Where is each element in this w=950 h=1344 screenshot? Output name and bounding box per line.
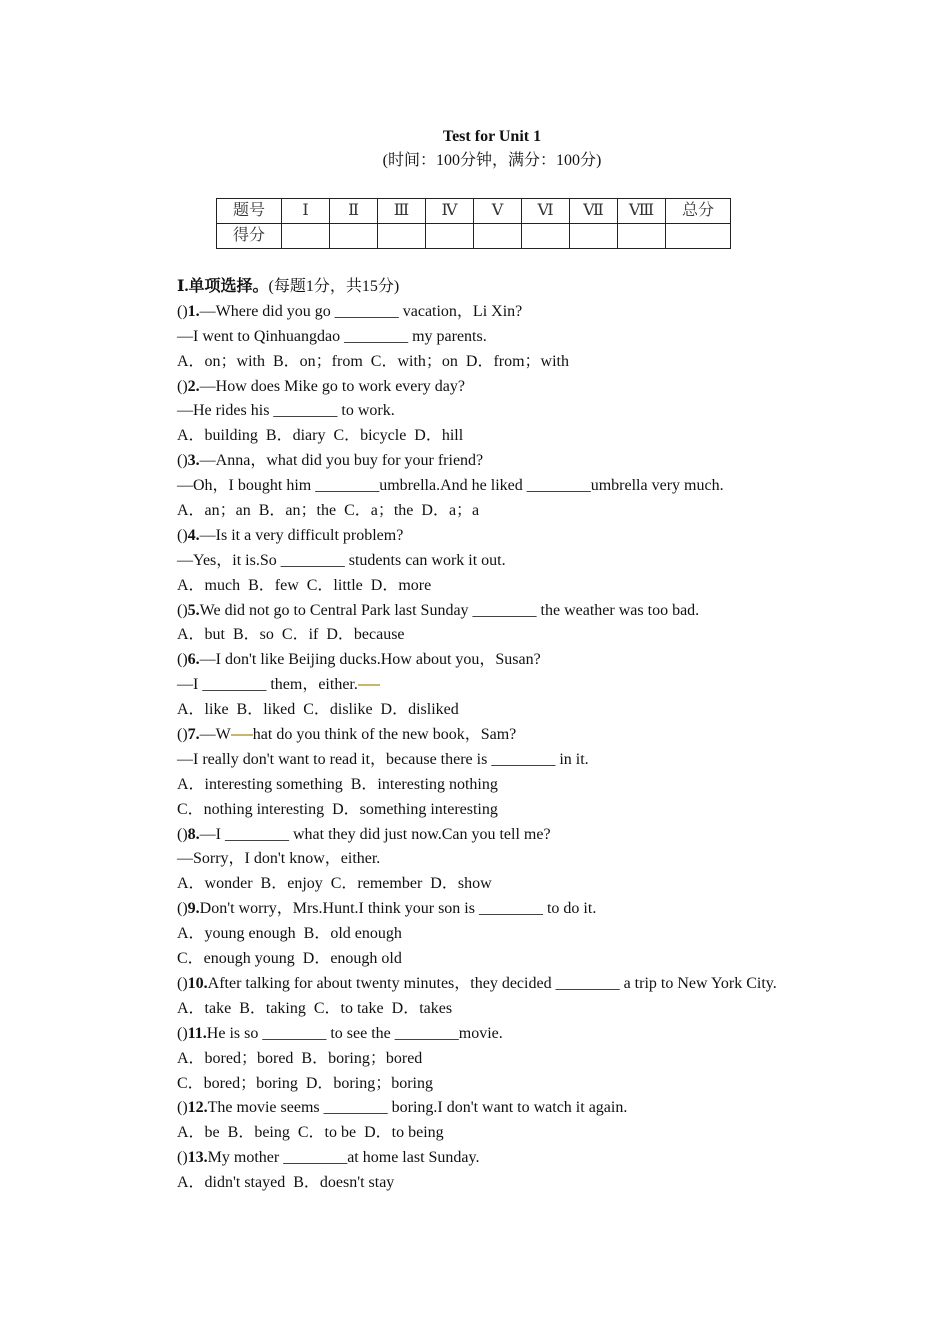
question-stem: My mother ________at home last Sunday. [207,1149,480,1167]
score-table-header-cell: Ⅱ [330,199,378,224]
answer-options [177,922,917,947]
score-table-header-row [217,199,731,224]
options-text: A．interesting something B．interesting nothing [177,775,498,793]
question-stem: We did not go to Central Park last Sunday ________ the weather was too bad. [199,601,700,619]
highlight-mark [231,734,253,736]
question-line [177,449,917,474]
answer-options [177,798,917,823]
question-line [177,524,917,549]
options-text: A．bored；bored B．boring；bored [177,1049,423,1067]
question-line [177,897,917,922]
options-text: A．take B．taking C．to take D．takes [177,999,453,1017]
answer-paren: () [177,1099,188,1117]
answer-options [177,698,917,723]
options-text: A．be B．being C．to be D．to being [177,1124,444,1142]
answer-paren: () [177,1149,188,1167]
score-cell [618,224,666,249]
answer-options [177,623,917,648]
options-text: C．enough young D．enough old [177,950,402,968]
score-table-header-cell: 总分 [666,199,731,224]
question-line [177,1146,917,1171]
question-number: 9. [187,900,200,918]
score-cell [666,224,731,249]
answer-options [177,1171,917,1196]
options-text: A．an；an B．an；the C．a；the D．a；a [177,502,480,520]
question-line [177,1022,917,1047]
answer-paren: () [177,974,188,992]
question-stem-start: —W [199,726,231,744]
question-line [177,1096,917,1121]
answer-paren: () [177,601,188,619]
score-cell [522,224,570,249]
answer-paren: () [177,526,188,544]
score-table-header-cell: Ⅲ [378,199,426,224]
score-table-header-cell: Ⅵ [522,199,570,224]
dialogue-line [177,847,917,872]
question-line [177,823,917,848]
question-number: 4. [187,526,200,544]
score-table-header-cell: Ⅴ [474,199,522,224]
question-stem: He is so ________ to see the ________movie. [206,1024,503,1042]
options-text: A．but B．so C．if D．because [177,626,405,644]
question-number: 10. [187,974,208,992]
question-number: 12. [187,1099,208,1117]
options-text: C．bored；boring D．boring；boring [177,1074,433,1092]
question-stem: Don't worry，Mrs.Hunt.I think your son is ________ to do it. [199,900,597,918]
score-table-row-label: 得分 [217,224,282,249]
score-cell [378,224,426,249]
line-text: —I ________ them，either. [177,676,358,694]
dialogue-line [177,325,917,350]
question-stem-end: hat do you think of the new book，Sam? [252,726,517,744]
answer-paren: () [177,452,188,470]
options-text: A．building B．diary C．bicycle D．hill [177,427,464,445]
answer-options [177,499,917,524]
answer-paren: () [177,726,188,744]
question-stem: —Anna，what did you buy for your friend? [199,452,484,470]
options-text: A．much B．few C．little D．more [177,576,432,594]
section-heading [177,275,917,300]
line-text: —I went to Qinhuangdao ________ my parents. [177,327,487,345]
question-number: 1. [187,302,200,320]
question-number: 6. [187,651,200,669]
page-title: Test for Unit 1 [442,128,542,145]
options-text: A．young enough B．old enough [177,925,402,943]
score-cell [426,224,474,249]
answer-paren: () [177,651,188,669]
question-line [177,599,917,624]
score-table-header-cell: 题号 [217,199,282,224]
question-stem: —Is it a very difficult problem? [199,526,404,544]
score-table-header-cell: Ⅷ [618,199,666,224]
question-stem: —I don't like Beijing ducks.How about you，Susan? [199,651,541,669]
answer-options [177,1047,917,1072]
question-line [177,723,917,748]
question-number: 13. [187,1149,208,1167]
score-table [216,198,731,249]
answer-options [177,574,917,599]
question-line [177,972,917,997]
dialogue-line [177,399,917,424]
score-table-header-cell: Ⅳ [426,199,474,224]
options-text: A．on；with B．on；from C．with；on D．from；with [177,352,569,370]
question-stem: —I ________ what they did just now.Can you tell me? [199,825,551,843]
options-text: A．like B．liked C．dislike D．disliked [177,701,459,719]
answer-options [177,1121,917,1146]
page-subtitle: (时间：100分钟，满分：100分) [382,152,602,169]
score-cell [282,224,330,249]
question-number: 7. [187,726,200,744]
options-text: C．nothing interesting D．something interesting [177,800,498,818]
answer-paren: () [177,825,188,843]
question-stem: The movie seems ________ boring.I don't want to watch it again. [207,1099,628,1117]
section-title: Ⅰ.单项选择。 [177,278,269,295]
answer-paren: () [177,377,188,395]
answer-options [177,773,917,798]
dialogue-line [177,748,917,773]
answer-options [177,1072,917,1097]
line-text: —Sorry，I don't know，either. [177,850,381,868]
answer-paren: () [177,302,188,320]
answer-options [177,947,917,972]
dialogue-line [177,549,917,574]
score-cell [474,224,522,249]
answer-paren: () [177,900,188,918]
line-text: —Yes，it is.So ________ students can work it out. [177,551,506,569]
score-table-header-cell: Ⅰ [282,199,330,224]
line-text: —He rides his ________ to work. [177,402,395,420]
score-table-score-row [217,224,731,249]
question-stem: —How does Mike go to work every day? [199,377,465,395]
highlight-mark [358,684,380,686]
answer-options [177,997,917,1022]
question-line [177,375,917,400]
question-number: 5. [187,601,200,619]
question-number: 2. [187,377,200,395]
score-table-header-cell: Ⅶ [570,199,618,224]
line-text: —I really don't want to read it，because there is ________ in it. [177,750,589,768]
answer-options [177,872,917,897]
dialogue-line [177,474,917,499]
question-stem: —Where did you go ________ vacation，Li Xin? [199,302,523,320]
question-number: 8. [187,825,200,843]
answer-paren: () [177,1024,188,1042]
options-text: A．didn't stayed B．doesn't stay [177,1174,395,1192]
question-line [177,648,917,673]
score-cell [570,224,618,249]
question-line [177,300,917,325]
answer-options [177,350,917,375]
question-list [177,275,917,1196]
question-number: 3. [187,452,200,470]
line-text: —Oh，I bought him ________umbrella.And he liked ________umbrella very much. [177,477,724,495]
answer-options [177,424,917,449]
section-note: (每题1分，共15分) [268,278,400,295]
question-stem: After talking for about twenty minutes，they decided ________ a trip to New York City. [207,974,777,992]
dialogue-line [177,673,917,698]
score-cell [330,224,378,249]
question-number: 11. [187,1024,207,1042]
options-text: A．wonder B．enjoy C．remember D．show [177,875,492,893]
